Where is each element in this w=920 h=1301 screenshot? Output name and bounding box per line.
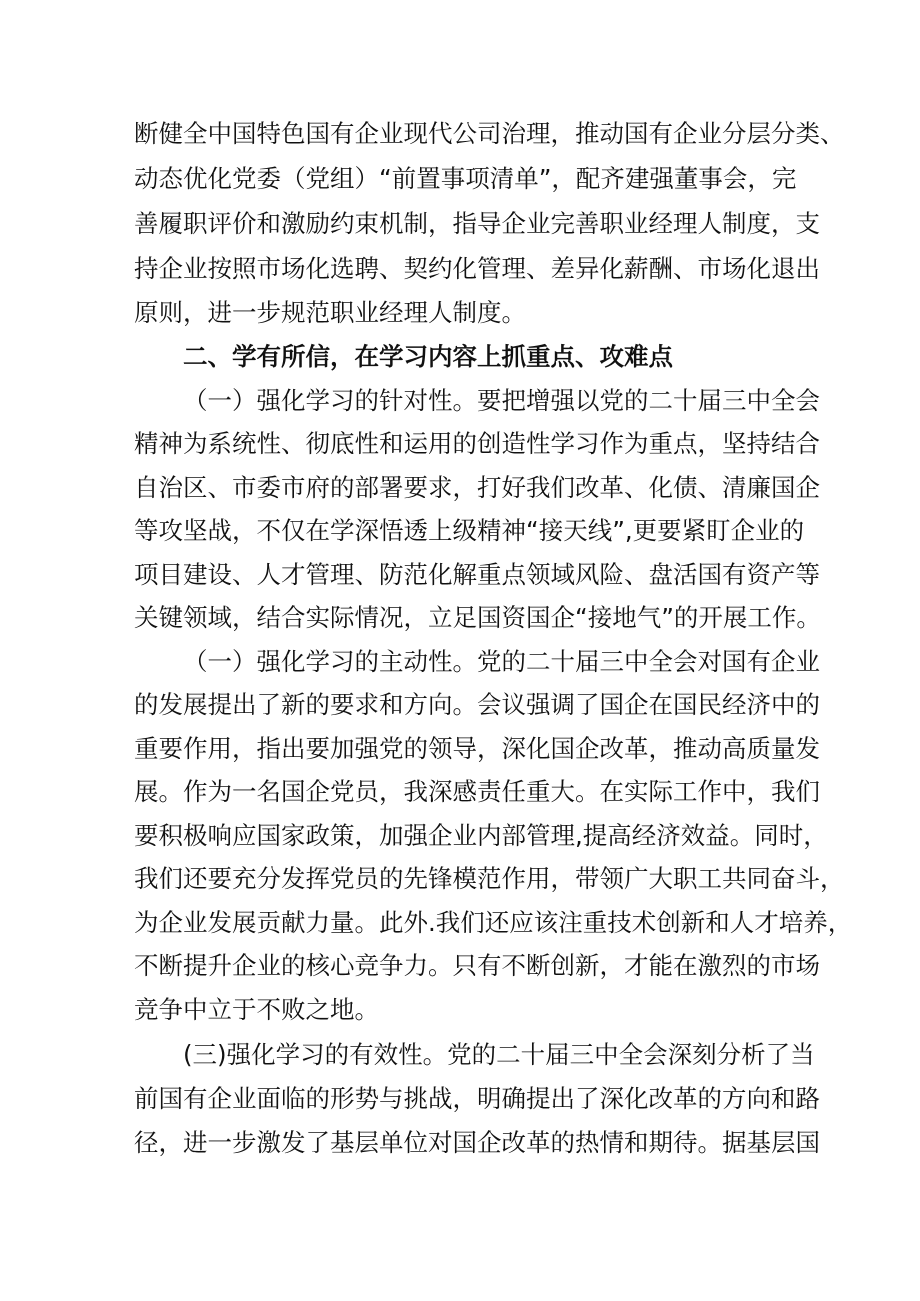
body-line: 我们还要充分发挥党员的先锋模范作用，带领广大职工共同奋斗， (134, 864, 845, 893)
body-line: 动态优化党委（党组）“前置事项清单”，配齐建强董事会，完 (134, 164, 797, 193)
paragraph-first-line: （一）强化学习的主动性。党的二十届三中全会对国有企业 (183, 647, 820, 676)
body-line: 断健全中国特色国有企业现代公司治理，推动国有企业分层分类、 (134, 119, 845, 148)
paragraph-first-line: （一）强化学习的针对性。要把增强以党的二十届三中全会 (183, 386, 820, 415)
paragraph-first-line: (三)强化学习的有效性。党的二十届三中全会深刻分析了当 (183, 1040, 815, 1069)
body-line: 前国有企业面临的形势与挑战，明确提出了深化改革的方向和路 (134, 1084, 820, 1113)
body-line: 原则，进一步规范职业经理人制度。 (134, 298, 526, 327)
body-line: 精神为系统性、彻底性和运用的创造性学习作为重点，坚持结合 (134, 429, 820, 458)
body-line: 自治区、市委市府的部署要求，打好我们改革、化债、清廉国企 (134, 473, 820, 502)
body-line: 为企业发展贡献力量。此外.我们还应该注重技术创新和人才培养， (134, 908, 853, 937)
body-line: 关键领域，结合实际情况，立足国资国企“接地气”的开展工作。 (134, 603, 821, 632)
body-line: 善履职评价和激励约束机制，指导企业完善职业经理人制度，支 (134, 209, 820, 238)
section-heading: 二、学有所信，在学习内容上抓重点、攻难点 (183, 342, 673, 371)
body-line: 的发展提出了新的要求和方向。会议强调了国企在国民经济中的 (134, 690, 820, 719)
body-line: 持企业按照市场化选聘、契约化管理、差异化薪酬、市场化退出 (134, 254, 820, 283)
body-line: 重要作用，指出要加强党的领导，深化国企改革，推动高质量发 (134, 734, 820, 763)
body-line: 项目建设、人才管理、防范化解重点领域风险、盘活国有资产等 (134, 560, 820, 589)
body-line: 展。作为一名国企党员，我深感责任重大。在实际工作中，我们 (134, 777, 820, 806)
body-line: 径，进一步激发了基层单位对国企改革的热情和期待。据基层国 (134, 1128, 820, 1157)
body-line: 不断提升企业的核心竞争力。只有不断创新，才能在激烈的市场 (134, 951, 820, 980)
body-line: 要积极响应国家政策，加强企业内部管理,提高经济效益。同时， (134, 821, 828, 850)
body-line: 等攻坚战，不仅在学深悟透上级精神“接天线”,更要紧盯企业的 (134, 516, 805, 545)
body-line: 竞争中立于不败之地。 (134, 995, 379, 1024)
